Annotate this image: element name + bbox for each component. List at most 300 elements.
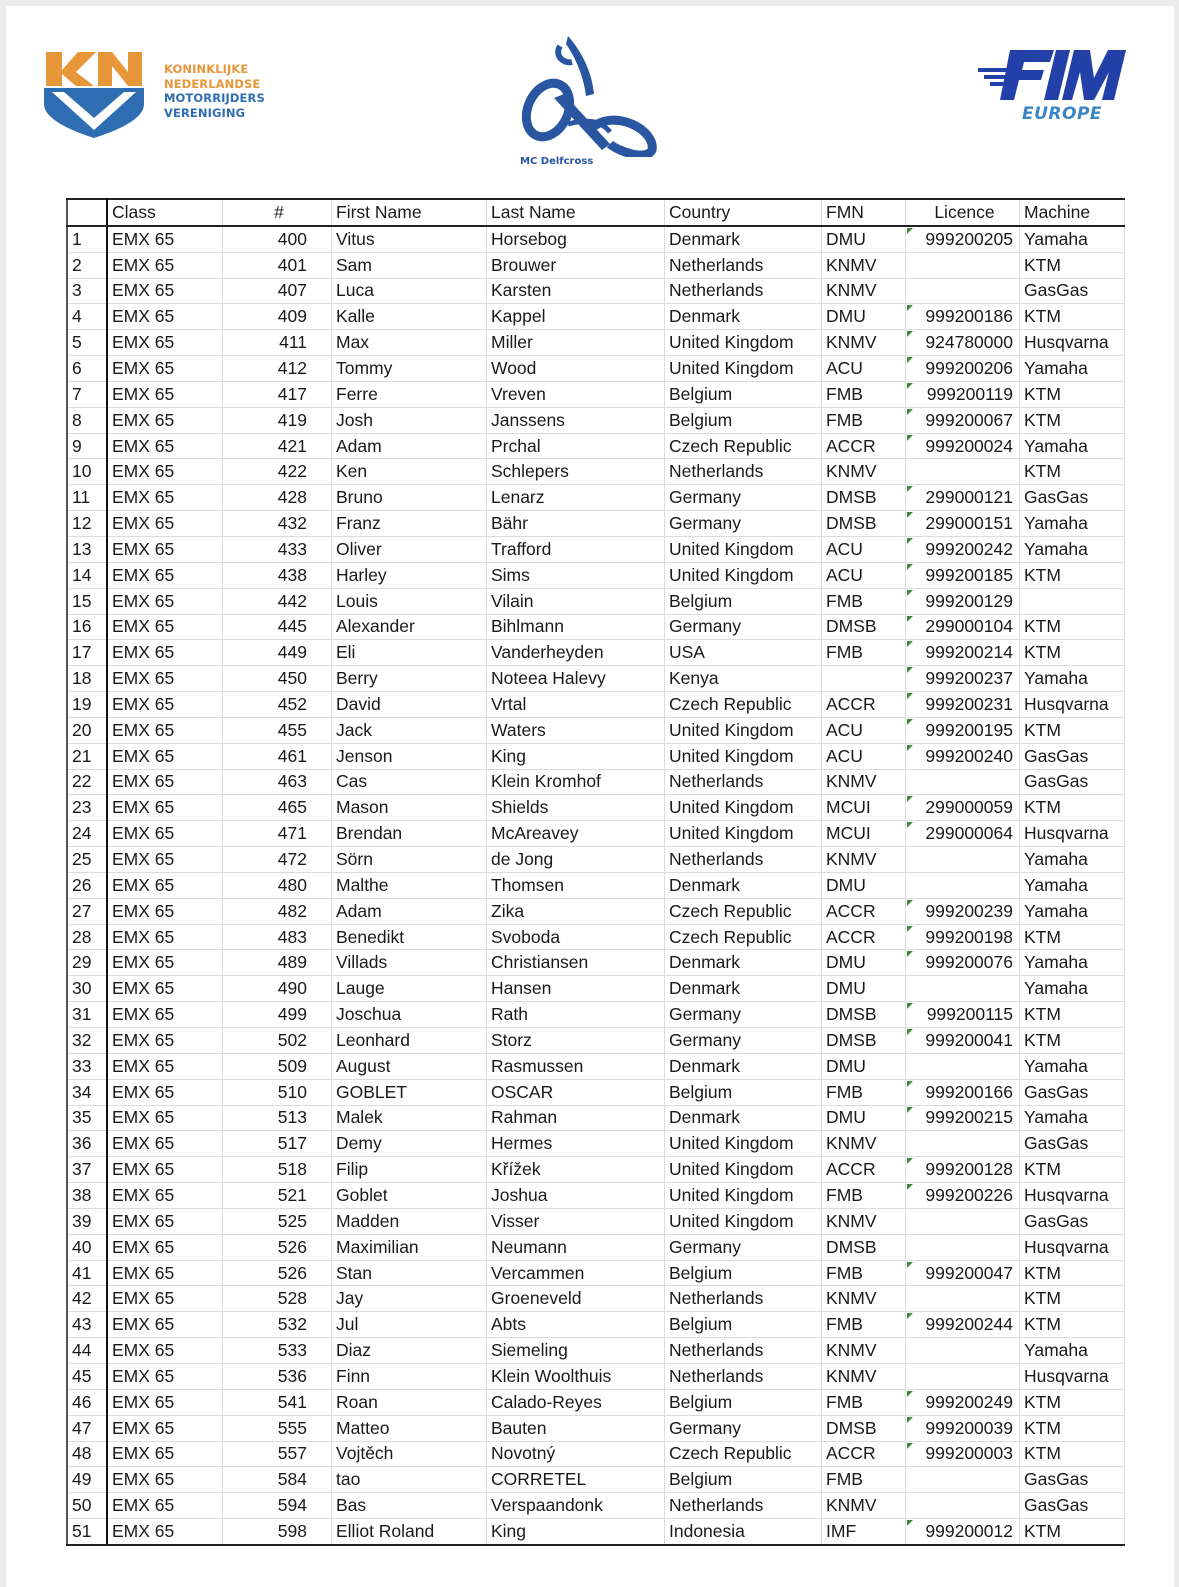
- first-name-cell: Harley: [332, 562, 487, 588]
- table-row: [67, 1467, 1125, 1493]
- licence-value: 999200198: [925, 926, 1013, 947]
- country-cell: Netherlands: [665, 459, 822, 485]
- fmn-cell: [822, 666, 906, 692]
- licence-value: 999200195: [925, 719, 1013, 740]
- licence-cell: [906, 1053, 1020, 1079]
- first-name-cell: Malthe: [332, 872, 487, 898]
- table-row: [67, 330, 1125, 356]
- class-cell: EMX 65: [107, 743, 223, 769]
- race-number-cell: 407: [223, 278, 332, 304]
- race-number-cell: 401: [223, 252, 332, 278]
- race-number-cell: 532: [223, 1312, 332, 1338]
- table-row: [67, 485, 1125, 511]
- fmn-cell: ACCR: [822, 898, 906, 924]
- licence-value: 299000064: [925, 823, 1013, 844]
- last-name-cell: Schlepers: [487, 459, 665, 485]
- fmn-cell: ACCR: [822, 692, 906, 718]
- fmn-cell: KNMV: [822, 459, 906, 485]
- row-index-cell: 19: [67, 692, 107, 718]
- column-header-machine: Machine: [1020, 199, 1125, 226]
- class-cell: EMX 65: [107, 692, 223, 718]
- licence-value: 999200226: [925, 1184, 1013, 1205]
- race-number-cell: 502: [223, 1028, 332, 1054]
- country-cell: Denmark: [665, 872, 822, 898]
- licence-value: 999200012: [925, 1520, 1013, 1541]
- last-name-cell: Zika: [487, 898, 665, 924]
- machine-cell: Yamaha: [1020, 511, 1125, 537]
- row-index-cell: 36: [67, 1131, 107, 1157]
- machine-cell: Husqvarna: [1020, 1363, 1125, 1389]
- fmn-cell: KNMV: [822, 330, 906, 356]
- first-name-cell: Filip: [332, 1157, 487, 1183]
- race-number-cell: 598: [223, 1519, 332, 1545]
- country-cell: Czech Republic: [665, 692, 822, 718]
- fmn-cell: FMB: [822, 1260, 906, 1286]
- licence-value: 999200231: [925, 693, 1013, 714]
- country-cell: Netherlands: [665, 847, 822, 873]
- table-row: [67, 1286, 1125, 1312]
- country-cell: Denmark: [665, 1105, 822, 1131]
- last-name-cell: Prchal: [487, 433, 665, 459]
- country-cell: Denmark: [665, 976, 822, 1002]
- licence-value: 999200205: [925, 228, 1013, 249]
- first-name-cell: Roan: [332, 1389, 487, 1415]
- fmn-cell: DMU: [822, 950, 906, 976]
- licence-cell: [906, 1157, 1020, 1183]
- column-header-licence: Licence: [906, 199, 1020, 226]
- row-index-cell: 38: [67, 1183, 107, 1209]
- class-cell: EMX 65: [107, 562, 223, 588]
- row-index-cell: 29: [67, 950, 107, 976]
- first-name-cell: Matteo: [332, 1415, 487, 1441]
- first-name-cell: David: [332, 692, 487, 718]
- last-name-cell: CORRETEL: [487, 1467, 665, 1493]
- number-as-text-marker-icon: [907, 667, 913, 673]
- country-cell: Belgium: [665, 1079, 822, 1105]
- class-cell: EMX 65: [107, 588, 223, 614]
- first-name-cell: Alexander: [332, 614, 487, 640]
- country-cell: Germany: [665, 511, 822, 537]
- table-row: [67, 1519, 1125, 1545]
- first-name-cell: Kalle: [332, 304, 487, 330]
- table-row: [67, 666, 1125, 692]
- race-number-cell: 465: [223, 795, 332, 821]
- licence-cell: [906, 1234, 1020, 1260]
- row-index-cell: 37: [67, 1157, 107, 1183]
- race-number-cell: 480: [223, 872, 332, 898]
- race-number-cell: 483: [223, 924, 332, 950]
- country-cell: United Kingdom: [665, 717, 822, 743]
- licence-cell: [906, 536, 1020, 562]
- country-cell: United Kingdom: [665, 356, 822, 382]
- race-number-cell: 509: [223, 1053, 332, 1079]
- number-as-text-marker-icon: [907, 538, 913, 544]
- licence-value: 999200129: [925, 590, 1013, 611]
- number-as-text-marker-icon: [907, 409, 913, 415]
- country-cell: Denmark: [665, 950, 822, 976]
- table-row: [67, 872, 1125, 898]
- table-row: [67, 1183, 1125, 1209]
- race-number-cell: 489: [223, 950, 332, 976]
- licence-cell: [906, 252, 1020, 278]
- machine-cell: KTM: [1020, 1286, 1125, 1312]
- number-as-text-marker-icon: [907, 305, 913, 311]
- fmn-cell: DMU: [822, 226, 906, 252]
- row-index-cell: 9: [67, 433, 107, 459]
- licence-cell: [906, 950, 1020, 976]
- number-as-text-marker-icon: [907, 693, 913, 699]
- licence-cell: [906, 511, 1020, 537]
- country-cell: USA: [665, 640, 822, 666]
- licence-cell: [906, 1519, 1020, 1545]
- machine-cell: KTM: [1020, 924, 1125, 950]
- licence-value: 999200115: [926, 1004, 1013, 1025]
- fmn-cell: DMU: [822, 976, 906, 1002]
- machine-cell: Yamaha: [1020, 666, 1125, 692]
- race-number-cell: 482: [223, 898, 332, 924]
- licence-value: 999200242: [925, 538, 1013, 559]
- fmn-cell: KNMV: [822, 1286, 906, 1312]
- table-row: [67, 459, 1125, 485]
- class-cell: EMX 65: [107, 407, 223, 433]
- country-cell: United Kingdom: [665, 743, 822, 769]
- licence-cell: [906, 485, 1020, 511]
- fmn-cell: KNMV: [822, 1493, 906, 1519]
- first-name-cell: Mason: [332, 795, 487, 821]
- first-name-cell: Lauge: [332, 976, 487, 1002]
- first-name-cell: Leonhard: [332, 1028, 487, 1054]
- machine-cell: [1020, 588, 1125, 614]
- knmv-logo: [42, 46, 272, 141]
- class-cell: EMX 65: [107, 821, 223, 847]
- machine-cell: Husqvarna: [1020, 821, 1125, 847]
- first-name-cell: Tommy: [332, 356, 487, 382]
- class-cell: EMX 65: [107, 1002, 223, 1028]
- number-as-text-marker-icon: [907, 512, 913, 518]
- first-name-cell: Adam: [332, 433, 487, 459]
- licence-cell: [906, 1363, 1020, 1389]
- first-name-cell: Bruno: [332, 485, 487, 511]
- licence-cell: [906, 743, 1020, 769]
- machine-cell: GasGas: [1020, 769, 1125, 795]
- last-name-cell: Rahman: [487, 1105, 665, 1131]
- licence-cell: [906, 278, 1020, 304]
- first-name-cell: Jay: [332, 1286, 487, 1312]
- last-name-cell: Janssens: [487, 407, 665, 433]
- class-cell: EMX 65: [107, 1028, 223, 1054]
- table-row: [67, 226, 1125, 252]
- licence-cell: [906, 976, 1020, 1002]
- licence-cell: [906, 769, 1020, 795]
- fmn-cell: DMU: [822, 872, 906, 898]
- first-name-cell: Benedikt: [332, 924, 487, 950]
- fmn-cell: KNMV: [822, 252, 906, 278]
- class-cell: EMX 65: [107, 1260, 223, 1286]
- machine-cell: Yamaha: [1020, 1105, 1125, 1131]
- row-index-cell: 40: [67, 1234, 107, 1260]
- last-name-cell: Neumann: [487, 1234, 665, 1260]
- fmn-cell: FMB: [822, 588, 906, 614]
- licence-value: 999200166: [925, 1081, 1013, 1102]
- machine-cell: Yamaha: [1020, 433, 1125, 459]
- race-number-cell: 518: [223, 1157, 332, 1183]
- fmn-cell: ACCR: [822, 433, 906, 459]
- number-as-text-marker-icon: [907, 822, 913, 828]
- licence-cell: [906, 1389, 1020, 1415]
- licence-value: 999200067: [925, 409, 1013, 430]
- row-index-cell: 21: [67, 743, 107, 769]
- licence-cell: [906, 1028, 1020, 1054]
- table-row: [67, 562, 1125, 588]
- number-as-text-marker-icon: [907, 1081, 913, 1087]
- licence-value: 999200119: [926, 383, 1013, 404]
- machine-cell: Yamaha: [1020, 976, 1125, 1002]
- last-name-cell: Křížek: [487, 1157, 665, 1183]
- row-index-cell: 43: [67, 1312, 107, 1338]
- licence-cell: [906, 1493, 1020, 1519]
- machine-cell: GasGas: [1020, 1467, 1125, 1493]
- last-name-cell: Sims: [487, 562, 665, 588]
- first-name-cell: Joschua: [332, 1002, 487, 1028]
- first-name-cell: Cas: [332, 769, 487, 795]
- first-name-cell: Jenson: [332, 743, 487, 769]
- licence-value: 999200239: [925, 900, 1013, 921]
- fmn-cell: FMB: [822, 407, 906, 433]
- class-cell: EMX 65: [107, 433, 223, 459]
- number-as-text-marker-icon: [907, 641, 913, 647]
- licence-value: 999200214: [925, 642, 1013, 663]
- country-cell: Belgium: [665, 407, 822, 433]
- licence-cell: [906, 666, 1020, 692]
- licence-cell: [906, 562, 1020, 588]
- country-cell: Germany: [665, 1028, 822, 1054]
- first-name-cell: Bas: [332, 1493, 487, 1519]
- last-name-cell: Svoboda: [487, 924, 665, 950]
- row-index-cell: 45: [67, 1363, 107, 1389]
- race-number-cell: 517: [223, 1131, 332, 1157]
- class-cell: EMX 65: [107, 924, 223, 950]
- licence-value: 999200240: [925, 745, 1013, 766]
- licence-cell: [906, 226, 1020, 252]
- class-cell: EMX 65: [107, 976, 223, 1002]
- table-row: [67, 1441, 1125, 1467]
- licence-value: 999200186: [925, 306, 1013, 327]
- fmn-cell: DMSB: [822, 511, 906, 537]
- country-cell: Netherlands: [665, 1286, 822, 1312]
- table-row: [67, 795, 1125, 821]
- row-index-cell: 47: [67, 1415, 107, 1441]
- machine-cell: KTM: [1020, 640, 1125, 666]
- last-name-cell: Karsten: [487, 278, 665, 304]
- fmn-cell: DMSB: [822, 1234, 906, 1260]
- knmv-shield-icon: [42, 46, 146, 138]
- race-number-cell: 432: [223, 511, 332, 537]
- row-index-cell: 18: [67, 666, 107, 692]
- machine-cell: GasGas: [1020, 1208, 1125, 1234]
- first-name-cell: GOBLET: [332, 1079, 487, 1105]
- row-index-cell: 34: [67, 1079, 107, 1105]
- last-name-cell: Noteea Halevy: [487, 666, 665, 692]
- race-number-cell: 428: [223, 485, 332, 511]
- last-name-cell: Hansen: [487, 976, 665, 1002]
- machine-cell: KTM: [1020, 1028, 1125, 1054]
- licence-cell: [906, 692, 1020, 718]
- class-cell: EMX 65: [107, 640, 223, 666]
- machine-cell: GasGas: [1020, 1493, 1125, 1519]
- licence-cell: [906, 717, 1020, 743]
- number-as-text-marker-icon: [907, 1262, 913, 1268]
- row-index-cell: 33: [67, 1053, 107, 1079]
- licence-cell: [906, 640, 1020, 666]
- first-name-cell: Vojtěch: [332, 1441, 487, 1467]
- country-cell: Czech Republic: [665, 1441, 822, 1467]
- row-index-cell: 32: [67, 1028, 107, 1054]
- fmn-cell: FMB: [822, 1079, 906, 1105]
- table-row: [67, 1389, 1125, 1415]
- fmn-cell: ACU: [822, 717, 906, 743]
- class-cell: EMX 65: [107, 252, 223, 278]
- row-index-cell: 28: [67, 924, 107, 950]
- table-row: [67, 924, 1125, 950]
- number-as-text-marker-icon: [907, 1107, 913, 1113]
- country-cell: Denmark: [665, 226, 822, 252]
- machine-cell: KTM: [1020, 252, 1125, 278]
- class-cell: EMX 65: [107, 278, 223, 304]
- race-number-cell: 433: [223, 536, 332, 562]
- licence-cell: [906, 1260, 1020, 1286]
- class-cell: EMX 65: [107, 356, 223, 382]
- fmn-cell: ACU: [822, 562, 906, 588]
- first-name-cell: Elliot Roland: [332, 1519, 487, 1545]
- licence-value: 999200039: [925, 1417, 1013, 1438]
- class-cell: EMX 65: [107, 1234, 223, 1260]
- machine-cell: KTM: [1020, 1260, 1125, 1286]
- last-name-cell: Hermes: [487, 1131, 665, 1157]
- machine-cell: Husqvarna: [1020, 1183, 1125, 1209]
- number-as-text-marker-icon: [907, 1003, 913, 1009]
- row-index-cell: 20: [67, 717, 107, 743]
- country-cell: United Kingdom: [665, 562, 822, 588]
- machine-cell: KTM: [1020, 795, 1125, 821]
- licence-value: 999200003: [925, 1443, 1013, 1464]
- last-name-cell: Visser: [487, 1208, 665, 1234]
- fmn-cell: FMB: [822, 1389, 906, 1415]
- last-name-cell: Miller: [487, 330, 665, 356]
- first-name-cell: Madden: [332, 1208, 487, 1234]
- licence-value: 999200237: [925, 668, 1013, 689]
- machine-cell: GasGas: [1020, 485, 1125, 511]
- table-row: [67, 614, 1125, 640]
- first-name-cell: Eli: [332, 640, 487, 666]
- last-name-cell: Verspaandonk: [487, 1493, 665, 1519]
- country-cell: Belgium: [665, 1467, 822, 1493]
- machine-cell: KTM: [1020, 1002, 1125, 1028]
- number-as-text-marker-icon: [907, 900, 913, 906]
- class-cell: EMX 65: [107, 1389, 223, 1415]
- last-name-cell: Lenarz: [487, 485, 665, 511]
- machine-cell: Yamaha: [1020, 356, 1125, 382]
- machine-cell: GasGas: [1020, 1079, 1125, 1105]
- fmn-cell: ACU: [822, 356, 906, 382]
- fmn-cell: IMF: [822, 1519, 906, 1545]
- table-row: [67, 640, 1125, 666]
- table-row: [67, 1493, 1125, 1519]
- first-name-cell: Vitus: [332, 226, 487, 252]
- first-name-cell: Brendan: [332, 821, 487, 847]
- class-cell: EMX 65: [107, 226, 223, 252]
- country-cell: Netherlands: [665, 769, 822, 795]
- country-cell: United Kingdom: [665, 536, 822, 562]
- country-cell: Belgium: [665, 381, 822, 407]
- licence-cell: [906, 588, 1020, 614]
- column-header-number: #: [223, 199, 332, 226]
- table-row: [67, 1260, 1125, 1286]
- licence-cell: [906, 924, 1020, 950]
- row-index-cell: 48: [67, 1441, 107, 1467]
- licence-cell: [906, 407, 1020, 433]
- machine-cell: KTM: [1020, 304, 1125, 330]
- licence-cell: [906, 1105, 1020, 1131]
- class-cell: EMX 65: [107, 769, 223, 795]
- class-cell: EMX 65: [107, 1519, 223, 1545]
- class-cell: EMX 65: [107, 459, 223, 485]
- licence-value: 299000151: [925, 513, 1013, 534]
- race-number-cell: 452: [223, 692, 332, 718]
- fmn-cell: DMU: [822, 1053, 906, 1079]
- race-number-cell: 526: [223, 1234, 332, 1260]
- race-number-cell: 536: [223, 1363, 332, 1389]
- first-name-cell: Oliver: [332, 536, 487, 562]
- race-number-cell: 411: [223, 330, 332, 356]
- race-number-cell: 528: [223, 1286, 332, 1312]
- licence-cell: [906, 381, 1020, 407]
- number-as-text-marker-icon: [907, 719, 913, 725]
- last-name-cell: Kappel: [487, 304, 665, 330]
- motocross-rider-icon: [506, 32, 666, 157]
- race-number-cell: 490: [223, 976, 332, 1002]
- country-cell: Germany: [665, 1415, 822, 1441]
- row-index-cell: 30: [67, 976, 107, 1002]
- licence-cell: [906, 1183, 1020, 1209]
- class-cell: EMX 65: [107, 666, 223, 692]
- last-name-cell: Wood: [487, 356, 665, 382]
- number-as-text-marker-icon: [907, 951, 913, 957]
- licence-cell: [906, 304, 1020, 330]
- row-index-cell: 41: [67, 1260, 107, 1286]
- last-name-cell: Klein Kromhof: [487, 769, 665, 795]
- last-name-cell: Trafford: [487, 536, 665, 562]
- first-name-cell: Ken: [332, 459, 487, 485]
- class-cell: EMX 65: [107, 950, 223, 976]
- race-number-cell: 541: [223, 1389, 332, 1415]
- fmn-cell: KNMV: [822, 1338, 906, 1364]
- fmn-cell: FMB: [822, 640, 906, 666]
- table-row: [67, 1338, 1125, 1364]
- country-cell: Indonesia: [665, 1519, 822, 1545]
- row-index-cell: 35: [67, 1105, 107, 1131]
- licence-value: 299000121: [925, 487, 1013, 508]
- race-number-cell: 409: [223, 304, 332, 330]
- country-cell: Netherlands: [665, 278, 822, 304]
- licence-cell: [906, 614, 1020, 640]
- country-cell: Germany: [665, 485, 822, 511]
- country-cell: Denmark: [665, 1053, 822, 1079]
- fmn-cell: MCUI: [822, 821, 906, 847]
- licence-cell: [906, 433, 1020, 459]
- row-index-cell: 6: [67, 356, 107, 382]
- first-name-cell: Adam: [332, 898, 487, 924]
- class-cell: EMX 65: [107, 1312, 223, 1338]
